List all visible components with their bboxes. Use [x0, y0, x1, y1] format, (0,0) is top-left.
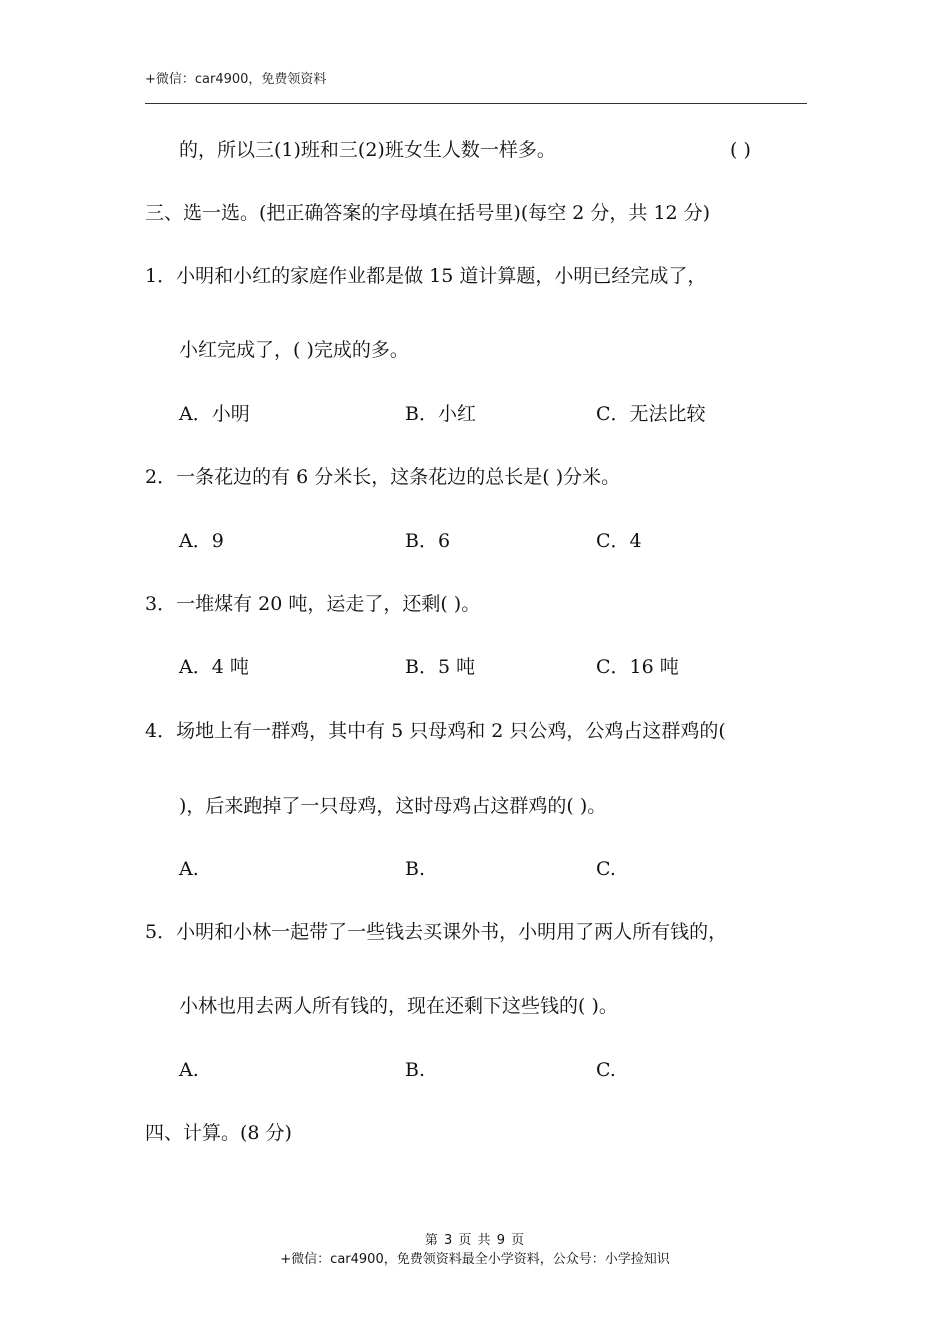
question-number: 1．	[145, 265, 177, 287]
q2-option-a: A．9	[179, 530, 224, 552]
header-watermark: +微信：car4900，免费领资料	[145, 72, 327, 87]
footer-watermark: +微信：car4900，免费领资料最全小学资料，公众号：小学捡知识	[280, 1252, 670, 1267]
q2-option-b: B．6	[405, 530, 451, 552]
q5-option-b: B.	[405, 1059, 426, 1081]
continuation-blank: ( )	[730, 139, 751, 161]
page-number: 第 3 页 共 9 页	[424, 1233, 526, 1248]
header-rule	[145, 103, 807, 104]
question-4-line2: )，后来跑掉了一只母鸡，这时母鸡占这群鸡的( )。	[179, 795, 607, 817]
question-5	[145, 923, 727, 942]
continuation-line: 的，所以三(1)班和三(2)班女生人数一样多。	[179, 139, 556, 161]
q3-option-c: C．16 吨	[596, 656, 679, 678]
section4-title: 四、计算。(8 分)	[145, 1122, 292, 1144]
question-text: 小明和小红的家庭作业都是做 15 道计算题，小明已经完成了，	[176, 265, 707, 287]
question-number: 2．	[145, 466, 177, 488]
question-number: 5．	[145, 921, 177, 943]
question-number: 3．	[145, 593, 177, 615]
section3-title: 三、选一选。(把正确答案的字母填在括号里)(每空 2 分，共 12 分)	[145, 202, 711, 224]
q2-option-c: C．4	[596, 530, 642, 552]
q3-option-b: B．5 吨	[405, 656, 476, 678]
q3-option-a: A．4 吨	[179, 656, 249, 678]
question-text: 一堆煤有 20 吨，运走了，还剩( )。	[176, 593, 481, 615]
question-4	[145, 722, 726, 741]
q1-option-b: B．小红	[405, 403, 476, 425]
q1-option-c: C．无法比较	[596, 403, 706, 425]
question-text: 小明和小林一起带了一些钱去买课外书，小明用了两人所有钱的，	[176, 921, 728, 943]
q4-option-b: B.	[405, 858, 426, 880]
question-3	[145, 595, 480, 614]
q4-option-a: A.	[179, 858, 199, 880]
question-5-line2: 小林也用去两人所有钱的，现在还剩下这些钱的( )。	[179, 995, 618, 1017]
q5-option-c: C.	[596, 1059, 616, 1081]
question-text: 一条花边的有 6 分米长，这条花边的总长是( )分米。	[176, 466, 621, 488]
question-1-line2: 小红完成了，( )完成的多。	[179, 339, 409, 361]
q5-option-a: A.	[179, 1059, 199, 1081]
question-number: 4．	[145, 720, 177, 742]
question-text: 场地上有一群鸡，其中有 5 只母鸡和 2 只公鸡，公鸡占这群鸡的(	[176, 720, 726, 742]
q4-option-c: C.	[596, 858, 616, 880]
question-1	[145, 267, 706, 286]
q1-option-a: A．小明	[179, 403, 250, 425]
question-2	[145, 468, 620, 487]
